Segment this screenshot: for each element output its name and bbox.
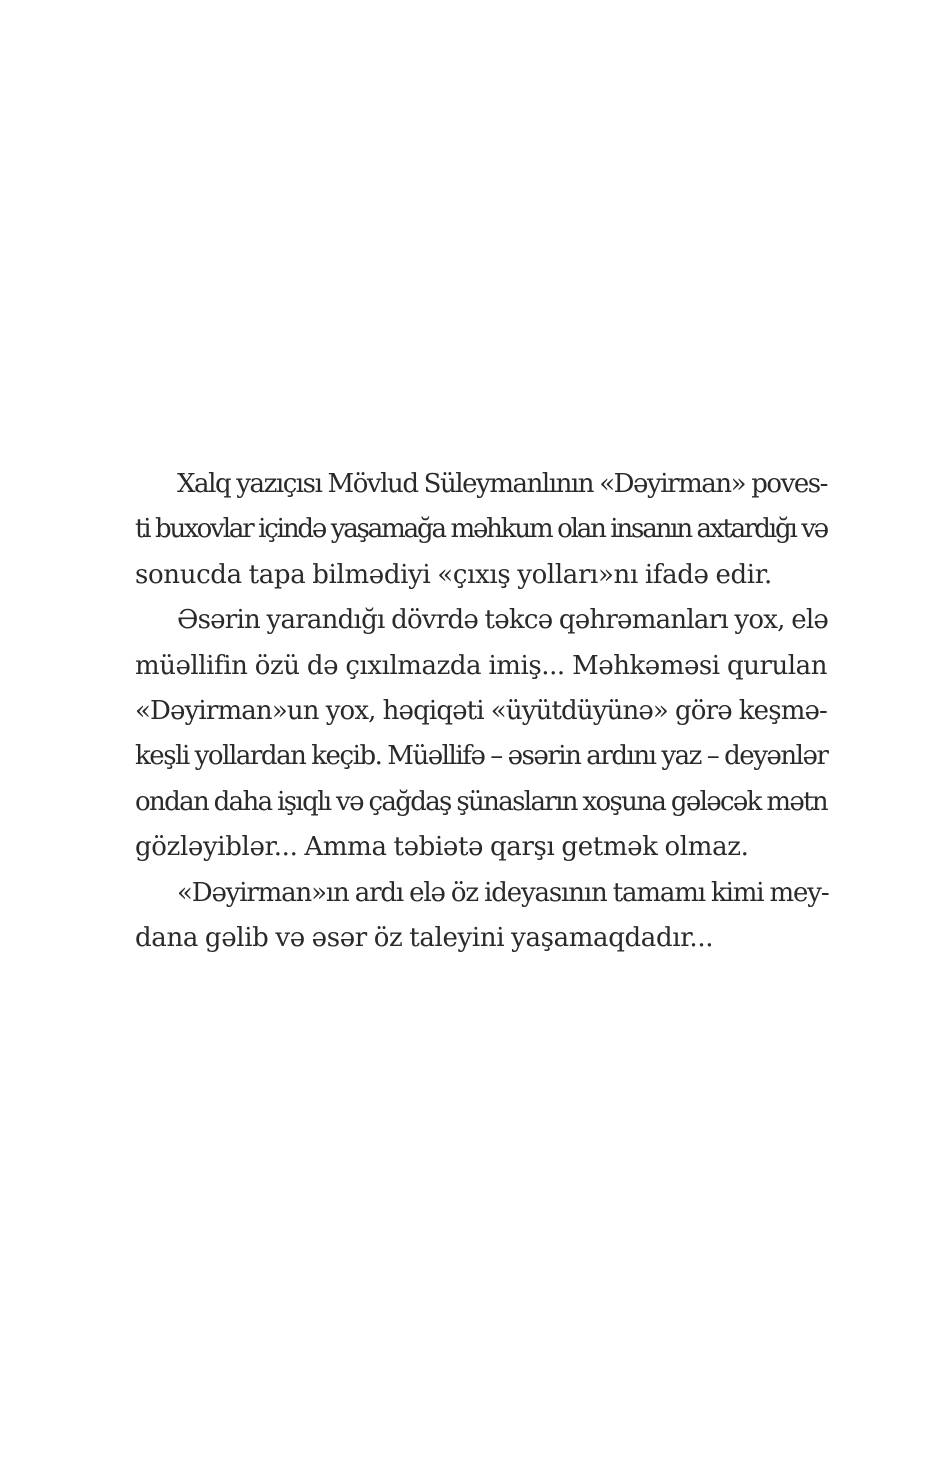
body-text (135, 462, 827, 961)
paragraph-line: Xalq yazıçısı Mövlud Süleymanlının «Dəyirman» poves- (177, 469, 827, 499)
paragraph-line: «Dəyirman»un yox, həqiqəti «üyütdüyünə» görə keşmə- (135, 695, 827, 726)
paragraph-line: «Dəyirman»ın ardı elə öz ideyasının tamamı kimi mey- (177, 877, 829, 908)
paragraph-line: Əsərin yarandığı dövrdə təkcə qəhrəmanları yox, elə (177, 605, 829, 636)
paragraph-line: gözləyiblər... Amma təbiətə qarşı getmək olmaz. (135, 832, 749, 863)
paragraph-line: ti buxovlar içində yaşamağa məhkum olan insanın axtardığı və (135, 514, 827, 545)
paragraph-2 (135, 598, 827, 870)
paragraph-line: dana gəlib və əsər öz taleyini yaşamaqdadır... (135, 922, 714, 953)
paragraph-line: sonucda tapa bilmədiyi «çıxış yolları»nı ifadə edir. (135, 559, 772, 590)
paragraph-1 (135, 462, 827, 598)
paragraph-line: keşli yollardan keçib. Müəllifə – əsərin ardını yaz – deyənlər (135, 741, 828, 772)
paragraph-line: müəllifin özü də çıxılmazda imiş... Məhkəməsi qurulan (135, 650, 827, 681)
paragraph-3 (135, 871, 827, 962)
paragraph-line: ondan daha işıqlı və çağdaş şünasların xoşuna gələcək mətn (135, 786, 827, 817)
